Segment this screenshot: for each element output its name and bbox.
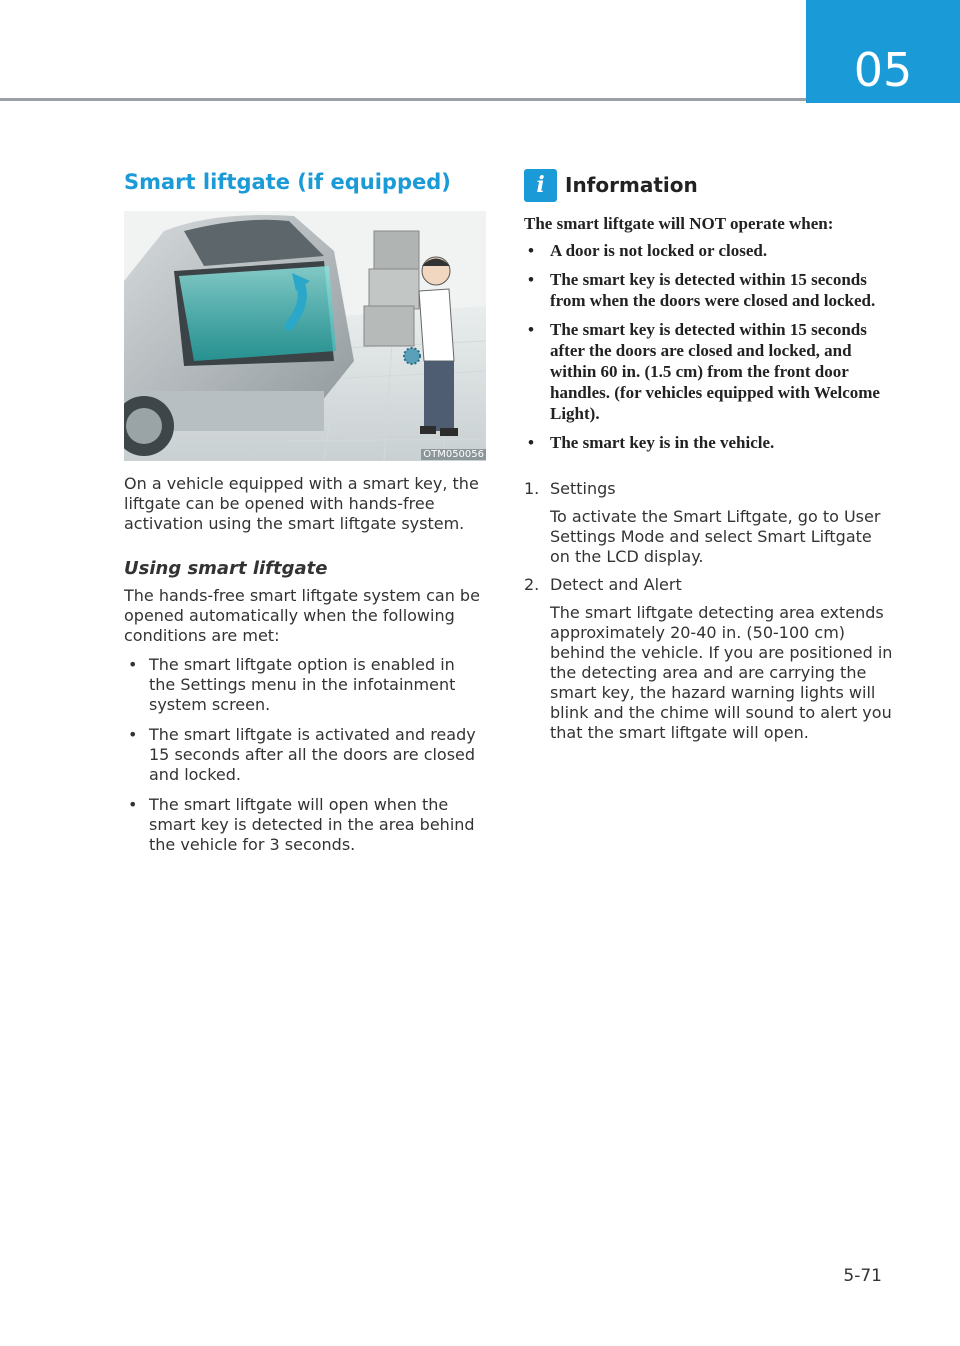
information-icon: i	[524, 169, 557, 202]
step-title: Settings	[550, 479, 616, 498]
steps-list	[524, 479, 894, 743]
step-item	[524, 575, 894, 743]
step-description: To activate the Smart Liftgate, go to User Settings Mode and select Smart Liftgate on the LCD display.	[550, 507, 881, 566]
step-number: 1.	[524, 479, 540, 498]
sub-intro-paragraph: The hands-free smart liftgate system can be opened automatically when the following conditions are met:	[124, 586, 480, 645]
list-item: • The smart key is in the vehicle.	[524, 432, 894, 453]
list-item: • A door is not locked or closed.	[524, 240, 894, 261]
list-item: • The smart key is detected within 15 seconds from when the doors were closed and locked.	[524, 269, 894, 311]
liftgate-illustration	[124, 211, 486, 461]
intro-paragraph: On a vehicle equipped with a smart key, the liftgate can be opened with hands-free activation using the smart liftgate system.	[124, 474, 479, 533]
section-title: Smart liftgate (if equipped)	[124, 170, 451, 194]
sub-heading: Using smart liftgate	[124, 558, 328, 579]
list-item: • The smart liftgate will open when the smart key is detected in the area behind the vehicle for 3 seconds.	[124, 795, 486, 855]
step-title: Detect and Alert	[550, 575, 682, 594]
step-item	[524, 479, 894, 567]
step-description: The smart liftgate detecting area extends approximately 20-40 in. (50-100 cm) behind the vehicle. If you are positioned in the detecting area and are carrying the smart key, the hazard warning lights will blink and the chime will sound to alert you that the smart liftgate will open.	[550, 603, 893, 742]
right-column	[524, 170, 894, 751]
information-list	[524, 240, 894, 453]
figure-code: OTM050056	[423, 449, 484, 460]
chapter-tab: 05	[806, 0, 960, 103]
conditions-list	[124, 655, 486, 855]
list-item: • The smart liftgate option is enabled in the Settings menu in the infotainment system screen.	[124, 655, 486, 715]
list-item: • The smart key is detected within 15 seconds after the doors are closed and locked, and within 60 in. (1.5 cm) from the front door handles. (for vehicles equipped with Welcome Light).	[524, 319, 894, 424]
information-lead: The smart liftgate will NOT operate when:	[524, 214, 834, 233]
list-item: • The smart liftgate is activated and ready 15 seconds after all the doors are closed and locked.	[124, 725, 486, 785]
left-column	[124, 170, 486, 865]
step-number: 2.	[524, 575, 540, 594]
information-title: Information	[565, 173, 698, 197]
page-number: 5-71	[843, 1266, 882, 1286]
liftgate-scene-image	[124, 211, 486, 461]
information-header	[524, 170, 894, 200]
header-rule	[0, 98, 806, 101]
